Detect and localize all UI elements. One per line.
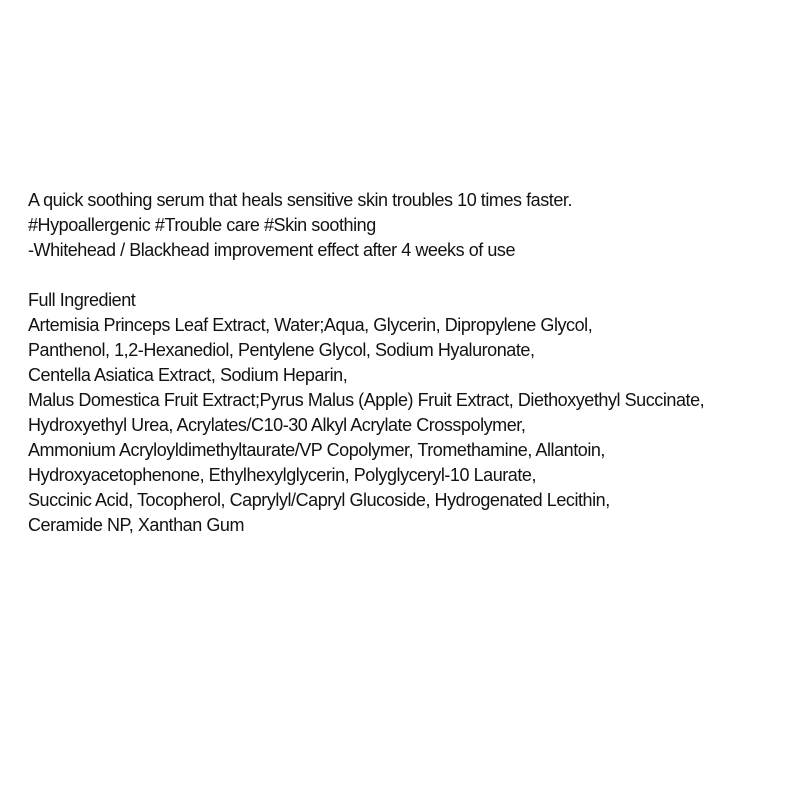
ingredients-line: Malus Domestica Fruit Extract;Pyrus Malus (Apple) Fruit Extract, Diethoxyethyl Succinate,	[28, 390, 705, 410]
product-benefit-note: -Whitehead / Blackhead improvement effect after 4 weeks of use	[28, 240, 516, 260]
product-tagline: A quick soothing serum that heals sensitive skin troubles 10 times faster.	[28, 190, 572, 210]
ingredients-heading: Full Ingredient	[28, 290, 136, 310]
ingredients-line: Succinic Acid, Tocopherol, Caprylyl/Capryl Glucoside, Hydrogenated Lecithin,	[28, 490, 610, 510]
ingredients-line: Centella Asiatica Extract, Sodium Heparin,	[28, 365, 348, 385]
ingredients-line: Panthenol, 1,2-Hexanediol, Pentylene Glycol, Sodium Hyaluronate,	[28, 340, 535, 360]
ingredients-line: Ammonium Acryloyldimethyltaurate/VP Copolymer, Tromethamine, Allantoin,	[28, 440, 605, 460]
ingredients-line: Ceramide NP, Xanthan Gum	[28, 515, 244, 535]
paragraph-spacer	[28, 263, 793, 288]
ingredients-line: Hydroxyethyl Urea, Acrylates/C10-30 Alkyl Acrylate Crosspolymer,	[28, 415, 526, 435]
ingredients-line: Hydroxyacetophenone, Ethylhexylglycerin, Polyglyceryl-10 Laurate,	[28, 465, 537, 485]
ingredients-line: Artemisia Princeps Leaf Extract, Water;Aqua, Glycerin, Dipropylene Glycol,	[28, 315, 593, 335]
product-description-text	[28, 188, 793, 538]
product-hashtags: #Hypoallergenic #Trouble care #Skin soothing	[28, 215, 376, 235]
